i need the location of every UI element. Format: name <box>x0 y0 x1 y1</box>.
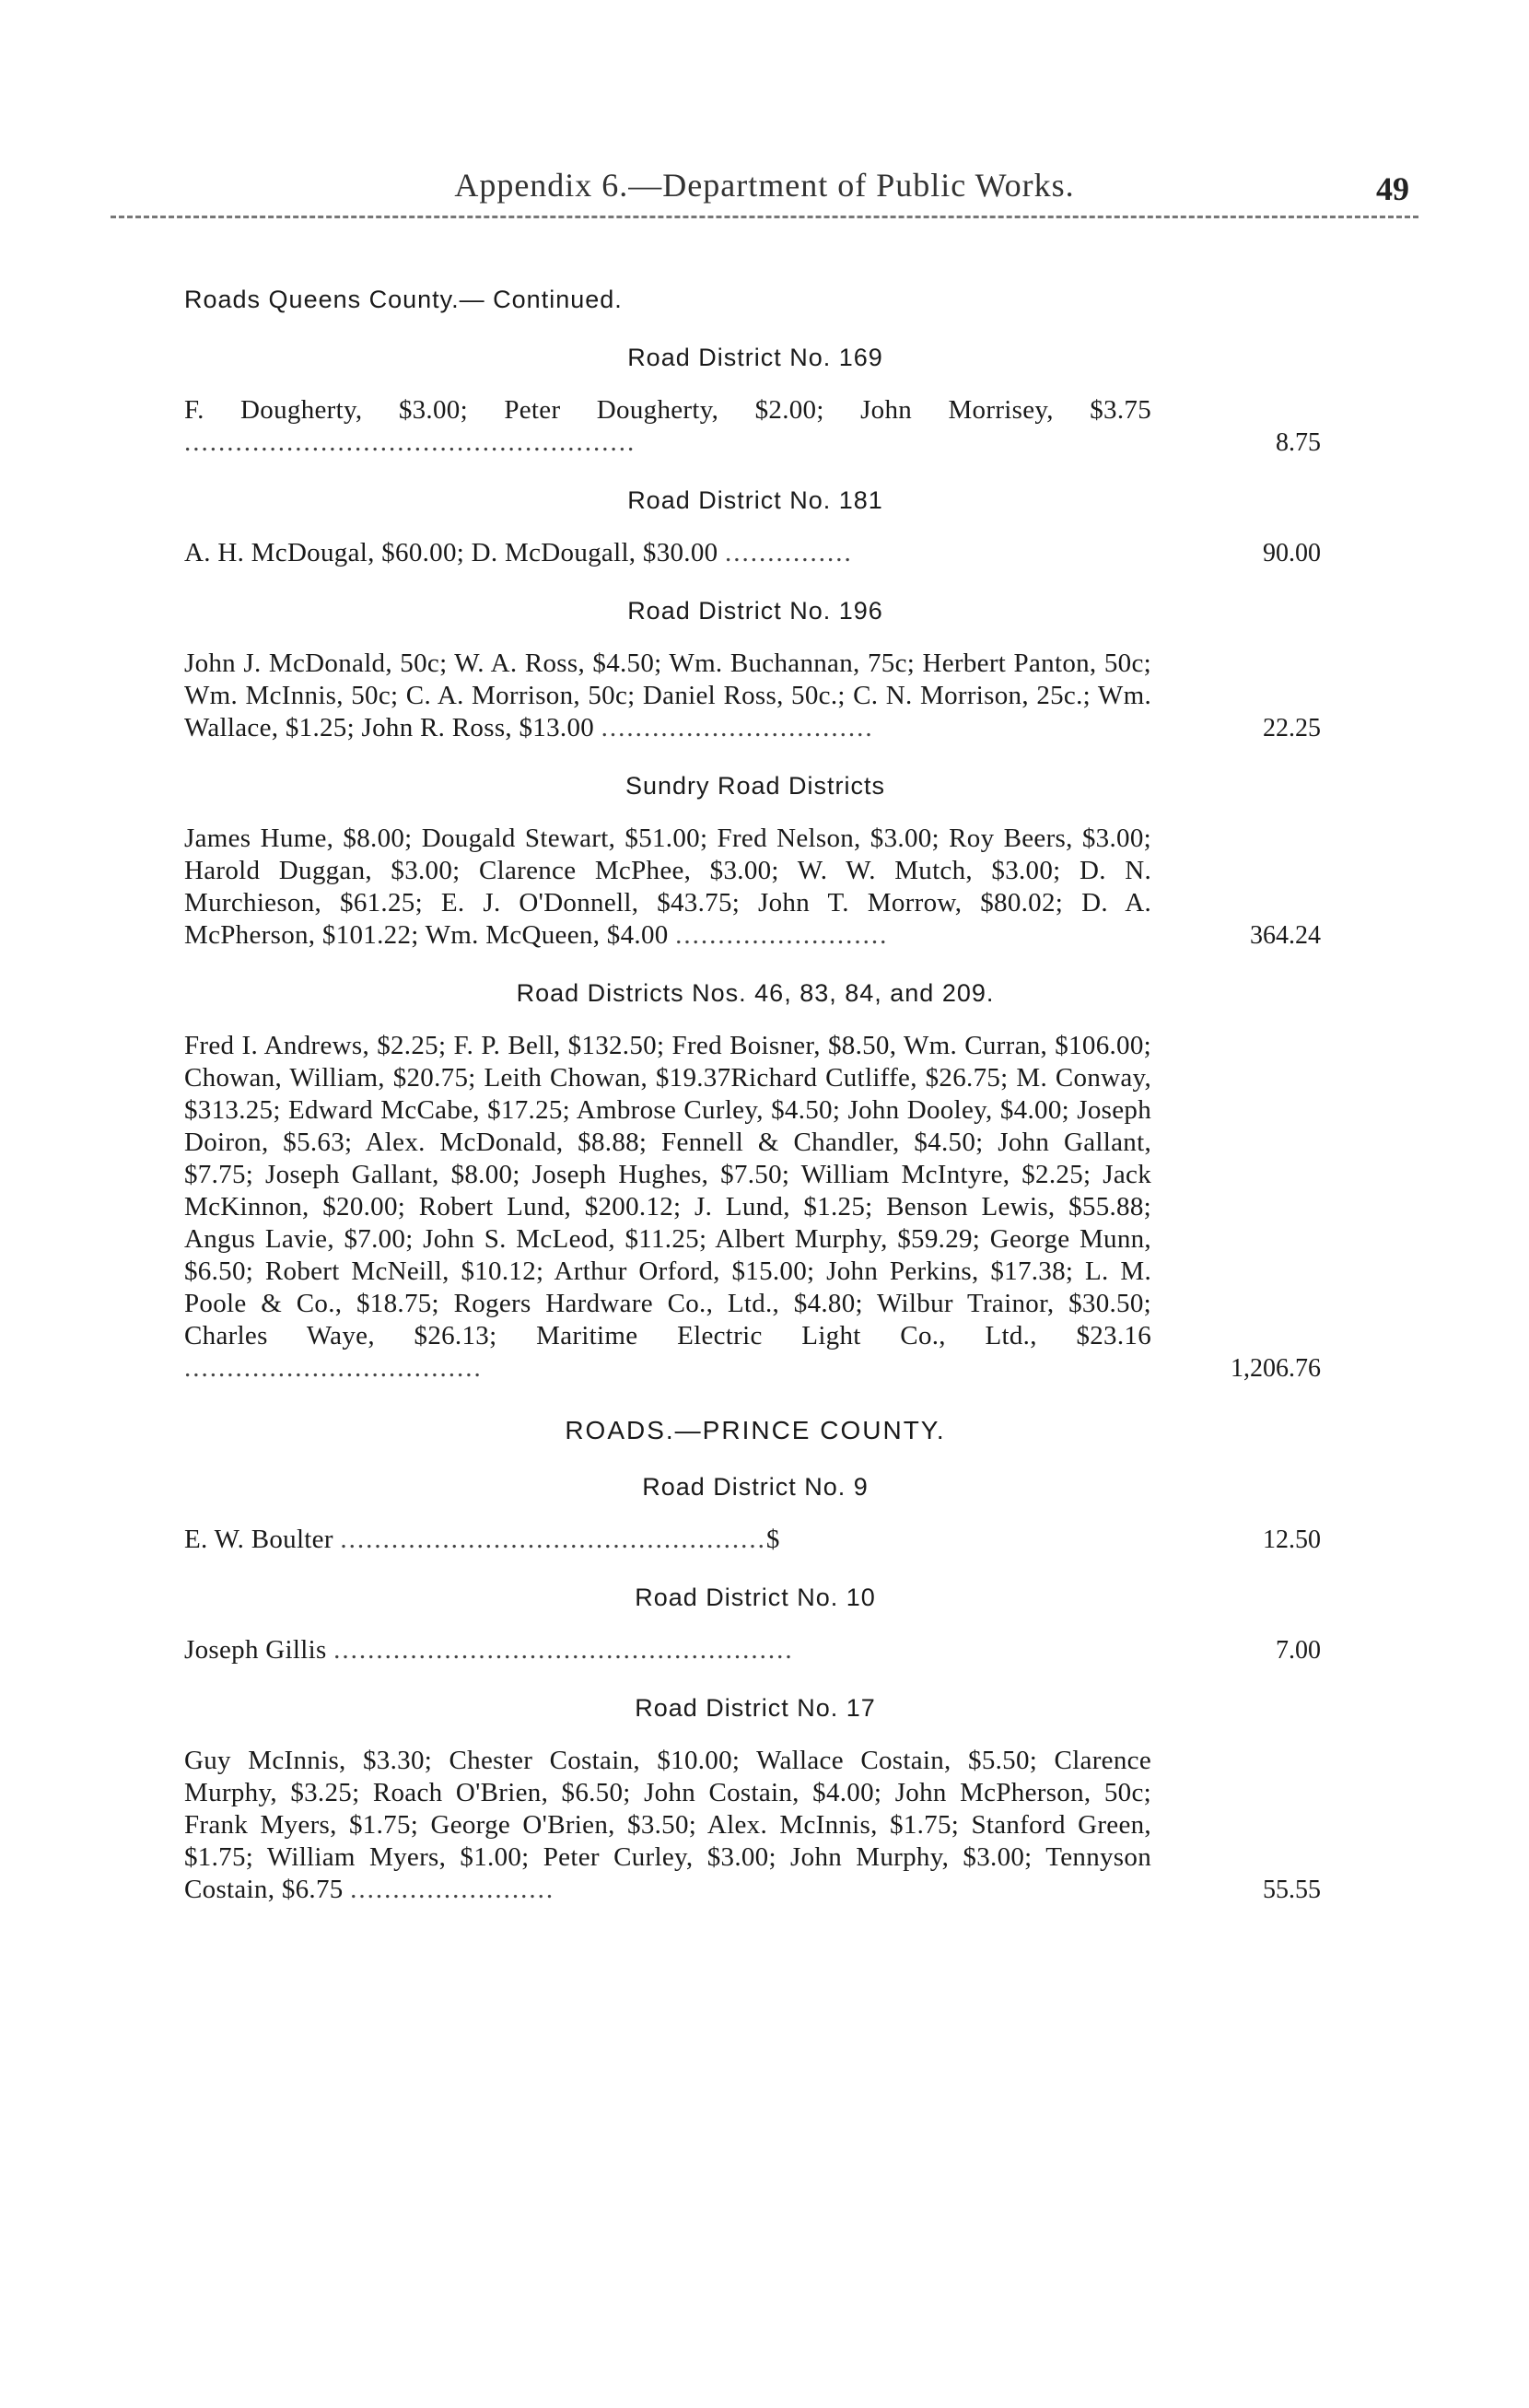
entry-amount: 22.25 <box>1263 714 1321 742</box>
district-block <box>184 1473 1326 1556</box>
entry-amount: 7.00 <box>1276 1636 1321 1665</box>
district-entry <box>184 823 1326 952</box>
dollar-sign: $ <box>765 1525 780 1554</box>
district-block <box>184 486 1326 569</box>
district-block <box>184 1584 1326 1666</box>
district-heading: Road District No. 181 <box>627 486 883 514</box>
district-block <box>184 344 1326 459</box>
entry-text: Guy McInnis, $3.30; Chester Costain, $10.00; Wallace Costain, $5.50; Clarence Murphy, $3.25; Roach O'Brien, $6.50; John Costain, $4.00; John McPherson, 50c; Frank Myers, $1.75; George O'Brien, $3.50; Alex. McInnis, $1.75; Stanford Green, $1.75; William Myers, $1.00; Peter Curley, $3.00; John Murphy, $3.00; Tennyson Costain, $6.75 ........................ <box>184 1746 1151 1904</box>
district-block <box>184 772 1326 952</box>
county-heading: ROADS.—PRINCE COUNTY. <box>565 1416 946 1444</box>
district-heading: Road District No. 169 <box>627 344 883 371</box>
header-rule <box>111 216 1418 218</box>
entry-text: Joseph Gillis ...................................................... <box>184 1635 794 1665</box>
district-entry <box>184 394 1326 459</box>
district-entry <box>184 1634 1326 1666</box>
page-header <box>111 166 1418 221</box>
district-block <box>184 597 1326 744</box>
entry-text: James Hume, $8.00; Dougald Stewart, $51.00; Fred Nelson, $3.00; Roy Beers, $3.00; Harold Duggan, $3.00; Clarence McPhee, $3.00; W. W. Mutch, $3.00; D. N. Murchieson, $61.25; E. J. O'Donnell, $43.75; John T. Morrow, $80.02; D. A. McPherson, $101.22; Wm. McQueen, $4.00 ......................... <box>184 824 1151 950</box>
entry-amount: 1,206.76 <box>1231 1354 1321 1383</box>
district-heading: Road District No. 9 <box>642 1473 869 1501</box>
district-heading: Road Districts Nos. 46, 83, 84, and 209. <box>516 979 995 1007</box>
entry-text: E. W. Boulter ..................................................$ <box>184 1525 780 1554</box>
district-entry <box>184 537 1326 569</box>
district-heading: Road District No. 17 <box>635 1694 876 1722</box>
district-entry <box>184 1030 1326 1385</box>
entry-amount: 12.50 <box>1263 1525 1321 1554</box>
entry-text: Fred I. Andrews, $2.25; F. P. Bell, $132.50; Fred Boisner, $8.50, Wm. Curran, $106.00; Chowan, William, $20.75; Leith Chowan, $19.37Richard Cutliffe, $26.75; M. Conway, $313.25; Edward McCabe, $17.25; Ambrose Curley, $4.50; John Dooley, $4.00; Joseph Doiron, $5.63; Alex. McDonald, $8.88; Fennell & Chandler, $4.50; John Gallant, $7.75; Joseph Gallant, $8.00; Joseph Hughes, $7.50; William McIntyre, $2.25; Jack McKinnon, $20.00; Robert Lund, $200.12; J. Lund, $1.25; Benson Lewis, $55.88; Angus Lavie, $7.00; John S. McLeod, $11.25; Albert Murphy, $59.29; George Munn, $6.50; Robert McNeill, $10.12; Arthur Orford, $15.00; John Perkins, $17.38; L. M. Poole & Co., $18.75; Rogers Hardware Co., Ltd., $4.80; Wilbur Trainor, $30.50; Charles Waye, $26.13; Maritime Electric Light Co., Ltd., $23.16 ................................... <box>184 1031 1151 1383</box>
district-heading: Road District No. 196 <box>627 597 883 625</box>
entry-amount: 90.00 <box>1263 539 1321 567</box>
district-heading: Sundry Road Districts <box>624 772 886 800</box>
district-block <box>184 1694 1326 1906</box>
district-entry <box>184 1745 1326 1906</box>
entry-amount: 364.24 <box>1250 921 1321 950</box>
page-content <box>184 286 1326 1926</box>
district-entry <box>184 648 1326 744</box>
page-number: 49 <box>1376 170 1409 207</box>
entry-text: A. H. McDougal, $60.00; D. McDougall, $30.00 ............... <box>184 538 853 567</box>
district-heading: Road District No. 10 <box>635 1584 876 1611</box>
district-entry <box>184 1524 1326 1556</box>
entry-amount: 8.75 <box>1276 428 1321 457</box>
district-block <box>184 979 1326 1385</box>
entry-amount: 55.55 <box>1263 1876 1321 1904</box>
entry-text: F. Dougherty, $3.00; Peter Dougherty, $2.00; John Morrisey, $3.75 ..................................................... <box>184 395 1151 457</box>
entry-text: John J. McDonald, 50c; W. A. Ross, $4.50; Wm. Buchannan, 75c; Herbert Panton, 50c; Wm. McInnis, 50c; C. A. Morrison, 50c; Daniel Ross, 50c.; C. N. Morrison, 25c.; Wm. Wallace, $1.25; John R. Ross, $13.00 ................................ <box>184 649 1151 742</box>
section-title: Roads Queens County.— Continued. <box>184 286 623 313</box>
running-title: Appendix 6.—Department of Public Works. <box>454 167 1075 204</box>
